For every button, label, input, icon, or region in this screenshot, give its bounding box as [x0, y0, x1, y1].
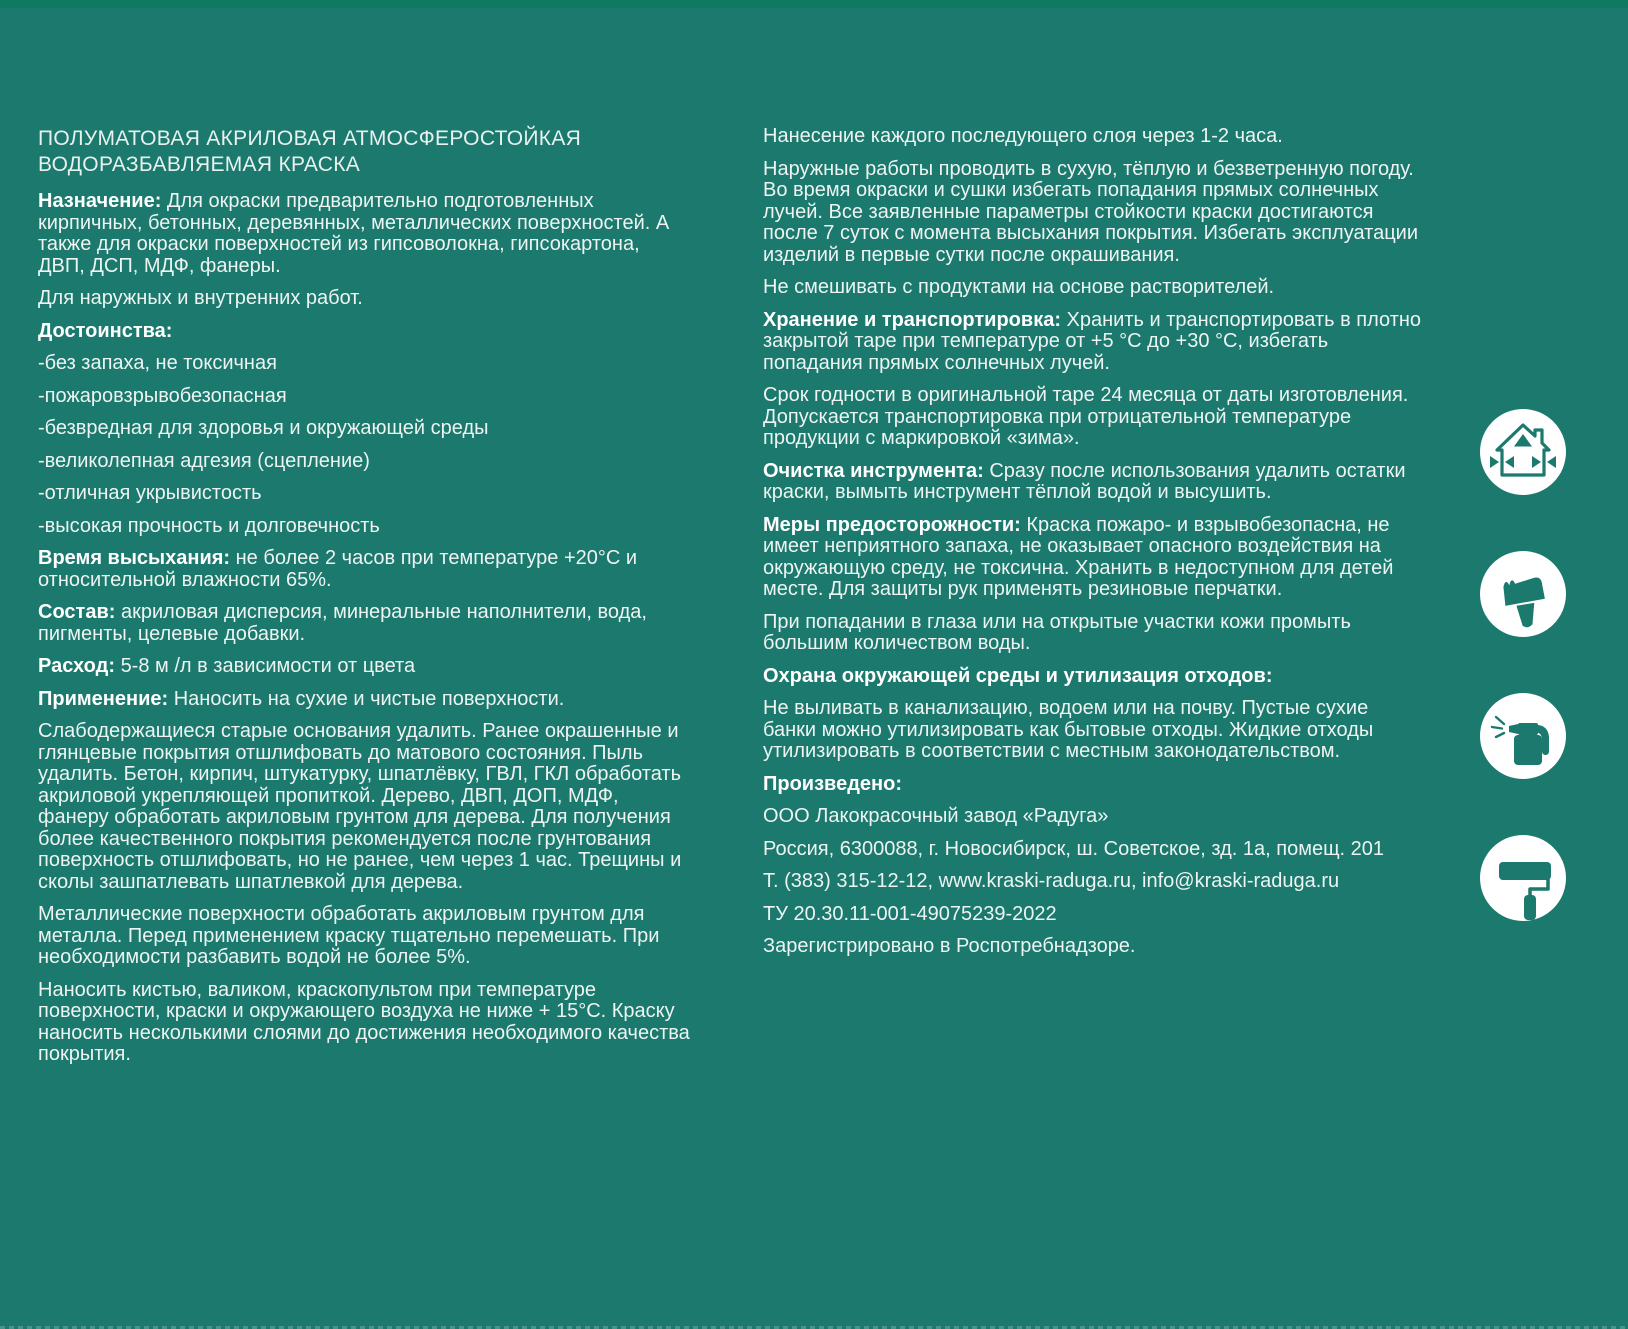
paragraph: Не смешивать с продуктами на основе растворителей.	[763, 276, 1275, 298]
paragraph: Зарегистрировано в Роспотребнадзоре.	[763, 935, 1136, 957]
paragraph: -великолепная адгезия (сцепление)	[38, 449, 370, 472]
paragraph: Для наружных и внутренних работ.	[38, 287, 363, 309]
paragraph: ООО Лакокрасочный завод «Радуга»	[763, 805, 1109, 827]
paragraph: -без запаха, не токсичная	[38, 352, 277, 374]
paragraph-lead: Состав:	[38, 601, 121, 623]
left-text-column	[38, 126, 690, 1077]
paragraph: Нанесение каждого последующего слоя через 1-2 часа.	[763, 125, 1283, 147]
paragraph: Наружные работы проводить в сухую, тёплую и безветренную погоду. Во время окраски и сушки избегать попадания прямых солнечных лучей. Все заявленные параметры стойкости краски достигаются после 7 суток с момента высыхания покрытия. Избегать эксплуатации изделий в первые сутки после окрашивания.	[763, 157, 1419, 266]
house-arrows-icon	[1480, 409, 1566, 495]
paragraph: -безвредная для здоровья и окружающей среды	[38, 417, 489, 439]
left-paragraphs	[38, 191, 690, 1066]
paragraph: Очистка инструмента: Сразу после использования удалить остатки краски, вымыть инструмент тёплой водой и высушить.	[763, 459, 1406, 503]
paragraph	[763, 666, 1423, 688]
paragraph: ТУ 20.30.11-001-49075239-2022	[763, 902, 1057, 925]
paragraph-lead: Достоинства:	[38, 319, 173, 342]
right-paragraphs	[763, 126, 1423, 958]
paragraph: Хранение и транспортировка: Хранить и транспортировать в плотно закрытой таре при температуре от +5 °C до +30 °C, избегать попадания прямых солнечных лучей.	[763, 308, 1422, 374]
paragraph: Слабодержащиеся старые основания удалить. Ранее окрашенные и глянцевые покрытия отшлифовать до матового состояния. Пыль удалить. Бетон, кирпич, штукатурку, шпатлёвку, ГВЛ, ГКЛ обработать акриловой укрепляющей пропиткой. Дерево, ДВП, ДОП, МДФ, фанеру обработать акриловым грунтом для дерева. Для получения более качественного покрытия рекомендуется после грунтования поверхность отшлифовать, но не ранее, чем через 1 час. Трещины и сколы зашпатлевать шпатлевкой для дерева.	[38, 720, 682, 893]
paragraph: Состав: акриловая дисперсия, минеральные наполнители, вода, пигменты, целевые добавки.	[38, 601, 647, 645]
pictogram-column	[1480, 409, 1566, 921]
paragraph	[38, 321, 690, 343]
paragraph-lead: Очистка инструмента:	[763, 459, 990, 482]
paint-roller-icon	[1480, 835, 1566, 921]
paragraph: Применение: Наносить на сухие и чистые поверхности.	[38, 687, 565, 710]
paint-brush-icon	[1480, 551, 1566, 637]
paragraph: При попадании в глаза или на открытые участки кожи промыть большим количеством воды.	[763, 610, 1351, 654]
top-edge-strip	[0, 0, 1628, 8]
paragraph: Назначение: Для окраски предварительно подготовленных кирпичных, бетонных, деревянных, металлических поверхностей. А также для окраски поверхностей из гипсоволокна, гипсокартона, ДВП, ДСП, МДФ, фанеры.	[38, 190, 670, 277]
paragraph: Наносить кистью, валиком, краскопультом при температуре поверхности, краски и окружающего воздуха не ниже + 15°C. Краску наносить несколькими слоями до достижения необходимого качества покрытия.	[38, 978, 690, 1065]
spray-gun-icon	[1480, 693, 1566, 779]
paragraph: Россия, 6300088, г. Новосибирск, ш. Советское, зд. 1а, помещ. 201	[763, 837, 1385, 860]
paragraph-lead: Применение:	[38, 687, 174, 710]
paragraph-lead: Произведено:	[763, 772, 902, 795]
paragraph: -отличная укрывистость	[38, 482, 262, 504]
paragraph: Металлические поверхности обработать акриловым грунтом для металла. Перед применением краску тщательно перемешать. При необходимости разбавить водой не более 5%.	[38, 903, 660, 968]
paragraph-lead: Охрана окружающей среды и утилизация отходов:	[763, 664, 1273, 687]
paragraph-lead: Время высыхания:	[38, 547, 236, 569]
paragraph: Меры предосторожности: Краска пожаро- и взрывобезопасна, не имеет неприятного запаха, не оказывает опасного воздействия на окружающую среду, не токсична. Хранить в недоступном для детей месте. Для защиты рук применять резиновые перчатки.	[763, 513, 1394, 600]
paragraph	[763, 774, 1423, 796]
paragraph-lead: Хранение и транспортировка:	[763, 308, 1067, 331]
right-text-column	[763, 126, 1423, 969]
paragraph: Т. (383) 315-12-12, www.kraski-raduga.ru, info@kraski-raduga.ru	[763, 870, 1340, 892]
paragraph: Срок годности в оригинальной таре 24 месяца от даты изготовления. Допускается транспортировка при отрицательной температуре продукции с маркировкой «зима».	[763, 384, 1409, 449]
paragraph: -пожаровзрывобезопасная	[38, 384, 287, 407]
paragraph: Не выливать в канализацию, водоем или на почву. Пустые сухие банки можно утилизировать как бытовые отходы. Жидкие отходы утилизировать в соответствии с местным законодательством.	[763, 697, 1374, 762]
paragraph: Расход: 5-8 м /л в зависимости от цвета	[38, 655, 416, 677]
paragraph: Время высыхания: не более 2 часов при температуре +20°C и относительной влажности 65%.	[38, 547, 638, 591]
product-title: ПОЛУМАТОВАЯ АКРИЛОВАЯ АТМОСФЕРОСТОЙКАЯ ВОДОРАЗБАВЛЯЕМАЯ КРАСКА	[38, 127, 582, 176]
paragraph-lead: Меры предосторожности:	[763, 513, 1027, 536]
paragraph-lead: Назначение:	[38, 190, 167, 212]
paragraph-lead: Расход:	[38, 655, 121, 677]
paragraph: -высокая прочность и долговечность	[38, 514, 380, 537]
